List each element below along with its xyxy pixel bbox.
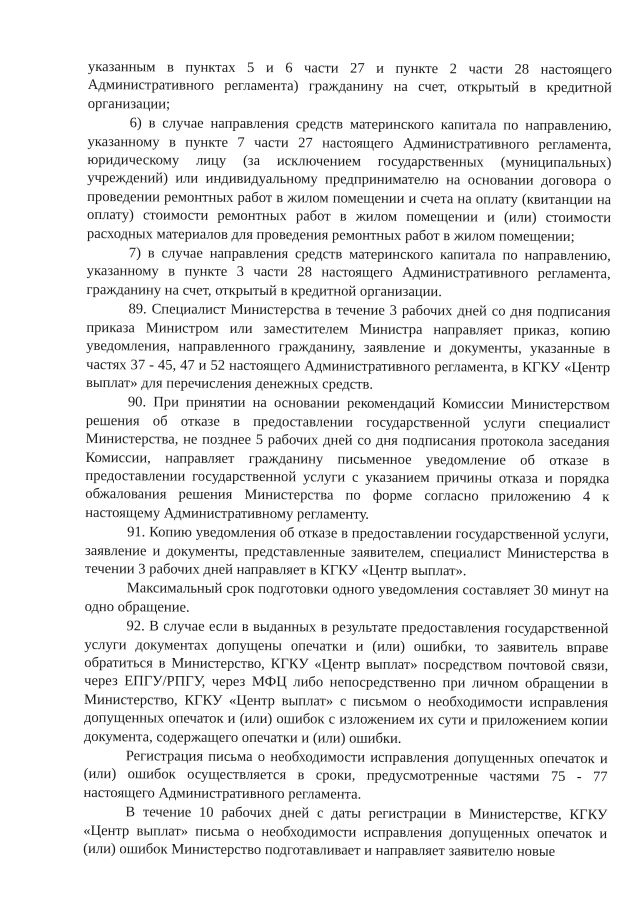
paragraph-item-7: 7) в случае направления средств материнского капитала по направлению, указанному в пункте 3 части 28 настоящего Административного регламента, гражданину на счет, открытый в кредитной организации. (86, 245, 611, 301)
paragraph-91: 91. Копию уведомления об отказе в предоставлении государственной услуги, заявление и документы, представленные заявителем, специалист Министерства в течении 3 рабочих дней направляет в КГКУ «Центр выплат». (84, 524, 610, 580)
paragraph-registration: Регистрация письма о необходимости исправления допущенных опечаток и (или) ошибок осуществляется в сроки, предусмотренные частями 75 - 77 настоящего Административного регламента. (83, 748, 608, 803)
paragraph-within-10-days: В течение 10 рабочих дней с даты регистрации в Министерстве, КГКУ «Центр выплат» письма о необходимости исправления допущенных опечаток и (или) ошибок Министерство подготавливает и направляет заявителю новые (83, 804, 608, 860)
paragraph-max-time: Максимальный срок подготовки одного уведомления составляет 30 минут на одно обращение. (84, 580, 609, 616)
paragraph-89: 89. Специалист Министерства в течение 3 рабочих дней со дня подписания приказа Министром или заместителем Министра направляет приказ, копию уведомления, направленного гражданину, заявление и документы, указанные в частях 37 - 45, 47 и 52 настоящего Административного регламента, в КГКУ «Центр выплат» для перечисления денежных средств. (85, 301, 611, 393)
paragraph-90: 90. При принятии на основании рекомендаций Комиссии Министерством решения об отказе в предоставлении государственной услуги специалист Министерства, не позднее 5 рабочих дней со дня подписания протокола заседания Комиссии, направляет гражданину письменное уведомление об отказе в предоставлении государственной услуги с указанием причины отказа и порядка обжалования решения Министерства по форме согласно приложению 4 к настоящему Административному регламенту. (85, 394, 610, 523)
paragraph-item-6: 6) в случае направления средств материнского капитала по направлению, указанному в пункте 7 части 27 настоящего Административного регламента, юридическому лицу (за исключением государственных (муниципальных) учреждений) или индивидуальному предпринимателю на основании договора о проведении ремонтных работ в жилом помещении и счета на оплату (квитанции на оплату) стоимости ремонтных работ в жилом помещении и (или) стоимости расходных материалов для проведения ремонтных работ в жилом помещении; (86, 115, 612, 245)
paragraph-continuation: указанным в пунктах 5 и 6 части 27 и пункте 2 части 28 настоящего Административного регламента) гражданину на счет, открытый в кредитной организации; (87, 58, 612, 113)
document-page (83, 58, 612, 862)
paragraph-92: 92. В случае если в выданных в результате предоставления государственной услуги документах допущены опечатки и (или) ошибки, то заявитель вправе обратиться в Министерство, КГКУ «Центр выплат» посредством почтовой связи, через ЕПГУ/РПГУ, через МФЦ либо непосредственно при личном обращении в Министерство, КГКУ «Центр выплат» с письмом о необходимости исправления допущенных опечаток и (или) ошибок с изложением их сути и приложением копии документа, содержащего опечатки и (или) ошибки. (83, 618, 609, 747)
